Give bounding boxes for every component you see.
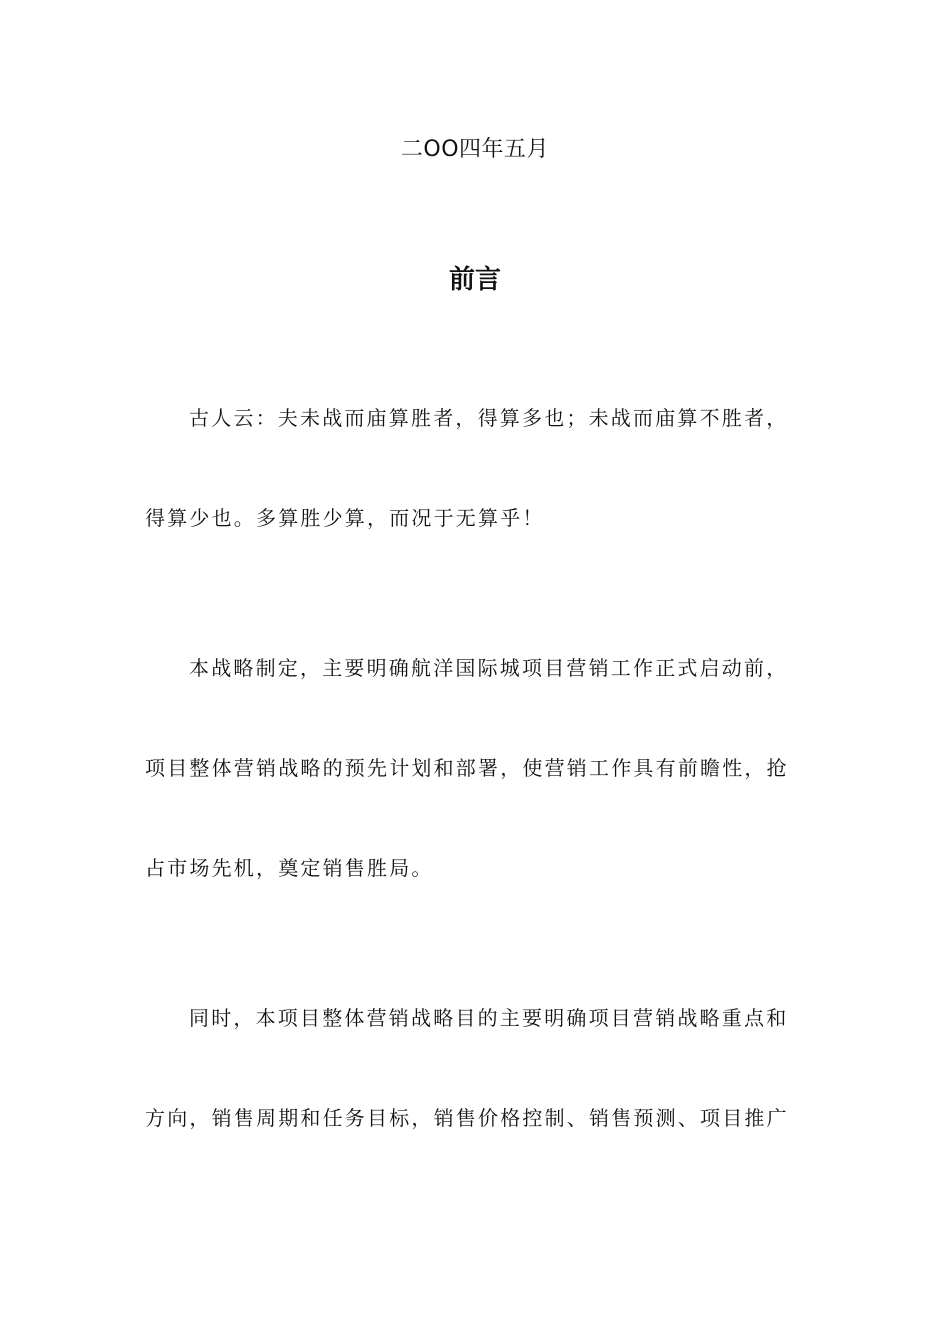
- paragraph-line: 得算少也。多算胜少算，而况于无算乎！: [145, 506, 545, 530]
- paragraph-line: 本战略制定，主要明确航洋国际城项目营销工作正式启动前，: [189, 656, 789, 680]
- paragraph-line: 方向，销售周期和任务目标，销售价格控制、销售预测、项目推广: [145, 1106, 789, 1130]
- paragraph-line: 同时，本项目整体营销战略目的主要明确项目营销战略重点和: [189, 1006, 789, 1030]
- paragraph-line: 占市场先机，奠定销售胜局。: [145, 856, 434, 880]
- document-date: 二OO四年五月: [400, 137, 550, 162]
- section-title: 前言: [448, 265, 501, 295]
- paragraph-line: 古人云：夫未战而庙算胜者，得算多也；未战而庙算不胜者，: [189, 406, 789, 430]
- paragraph-line: 项目整体营销战略的预先计划和部署，使营销工作具有前瞻性，抢: [145, 756, 789, 780]
